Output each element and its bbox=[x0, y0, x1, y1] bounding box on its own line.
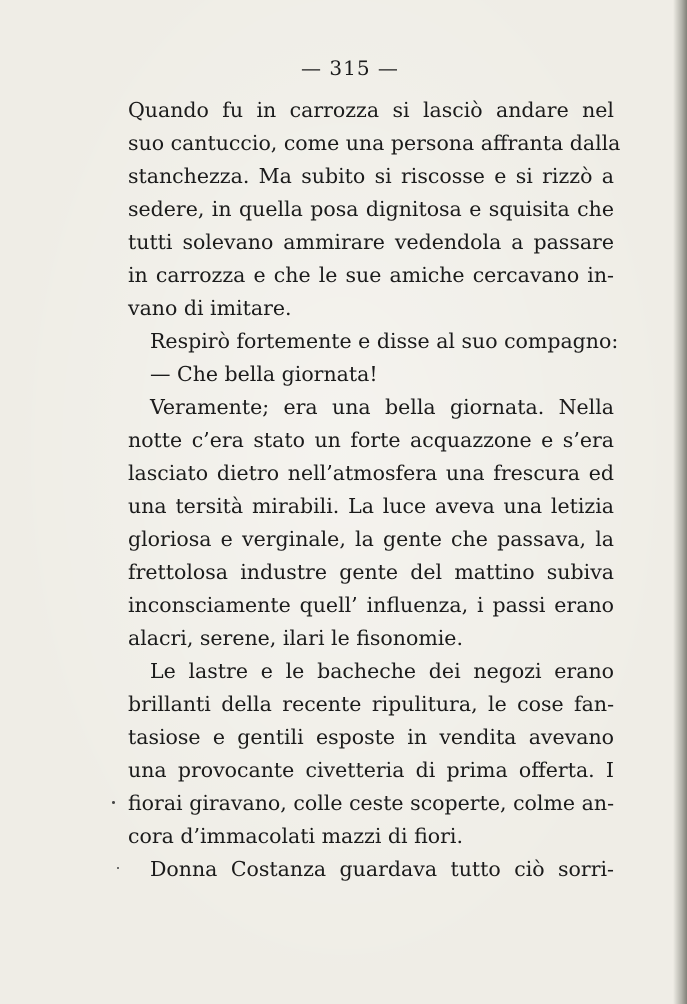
text-line: tutti solevano ammirare vedendola a passare bbox=[128, 230, 614, 254]
ink-speck bbox=[117, 867, 119, 869]
text-line: notte c’era stato un forte acquazzone e s’era bbox=[128, 428, 614, 452]
body-text bbox=[128, 94, 621, 886]
text-line: suo cantuccio, come una persona affranta dalla bbox=[128, 131, 621, 155]
text-line: Donna Costanza guardava tutto ciò sorri- bbox=[150, 857, 614, 881]
text-line: Quando fu in carrozza si lasciò andare nel bbox=[128, 98, 614, 122]
text-line: tasiose e gentili esposte in vendita avevano bbox=[128, 725, 614, 749]
text-line: sedere, in quella posa dignitosa e squisita che bbox=[128, 197, 614, 221]
text-line: alacri, serene, ilari le fisonomie. bbox=[128, 626, 463, 650]
text-line: gloriosa e verginale, la gente che passava, la bbox=[128, 527, 614, 551]
text-line: frettolosa industre gente del mattino subiva bbox=[128, 560, 614, 584]
page-number: — 315 — bbox=[301, 56, 399, 80]
text-line: — Che bella giornata! bbox=[150, 362, 378, 386]
text-line: cora d’immacolati mazzi di fiori. bbox=[128, 824, 463, 848]
text-line: inconsciamente quell’ influenza, i passi erano bbox=[128, 593, 614, 617]
text-line: una tersità mirabili. La luce aveva una letizia bbox=[128, 494, 614, 518]
text-line: lasciato dietro nell’atmosfera una frescura ed bbox=[128, 461, 614, 485]
text-line: vano di imitare. bbox=[128, 296, 292, 320]
text-line: Le lastre e le bacheche dei negozi erano bbox=[150, 659, 614, 683]
text-line: in carrozza e che le sue amiche cercavano in- bbox=[128, 263, 614, 287]
text-line: una provocante civetteria di prima offerta. I bbox=[128, 758, 614, 782]
text-line: Respirò fortemente e disse al suo compagno: bbox=[150, 329, 619, 353]
text-line: Veramente; era una bella giornata. Nella bbox=[150, 395, 614, 419]
text-line: fiorai giravano, colle ceste scoperte, colme an- bbox=[128, 791, 614, 815]
text-line: brillanti della recente ripulitura, le cose fan- bbox=[128, 692, 614, 716]
text-line: stanchezza. Ma subito si riscosse e si rizzò a bbox=[128, 164, 614, 188]
ink-speck bbox=[112, 801, 115, 804]
page-binding-shadow bbox=[673, 0, 687, 1004]
